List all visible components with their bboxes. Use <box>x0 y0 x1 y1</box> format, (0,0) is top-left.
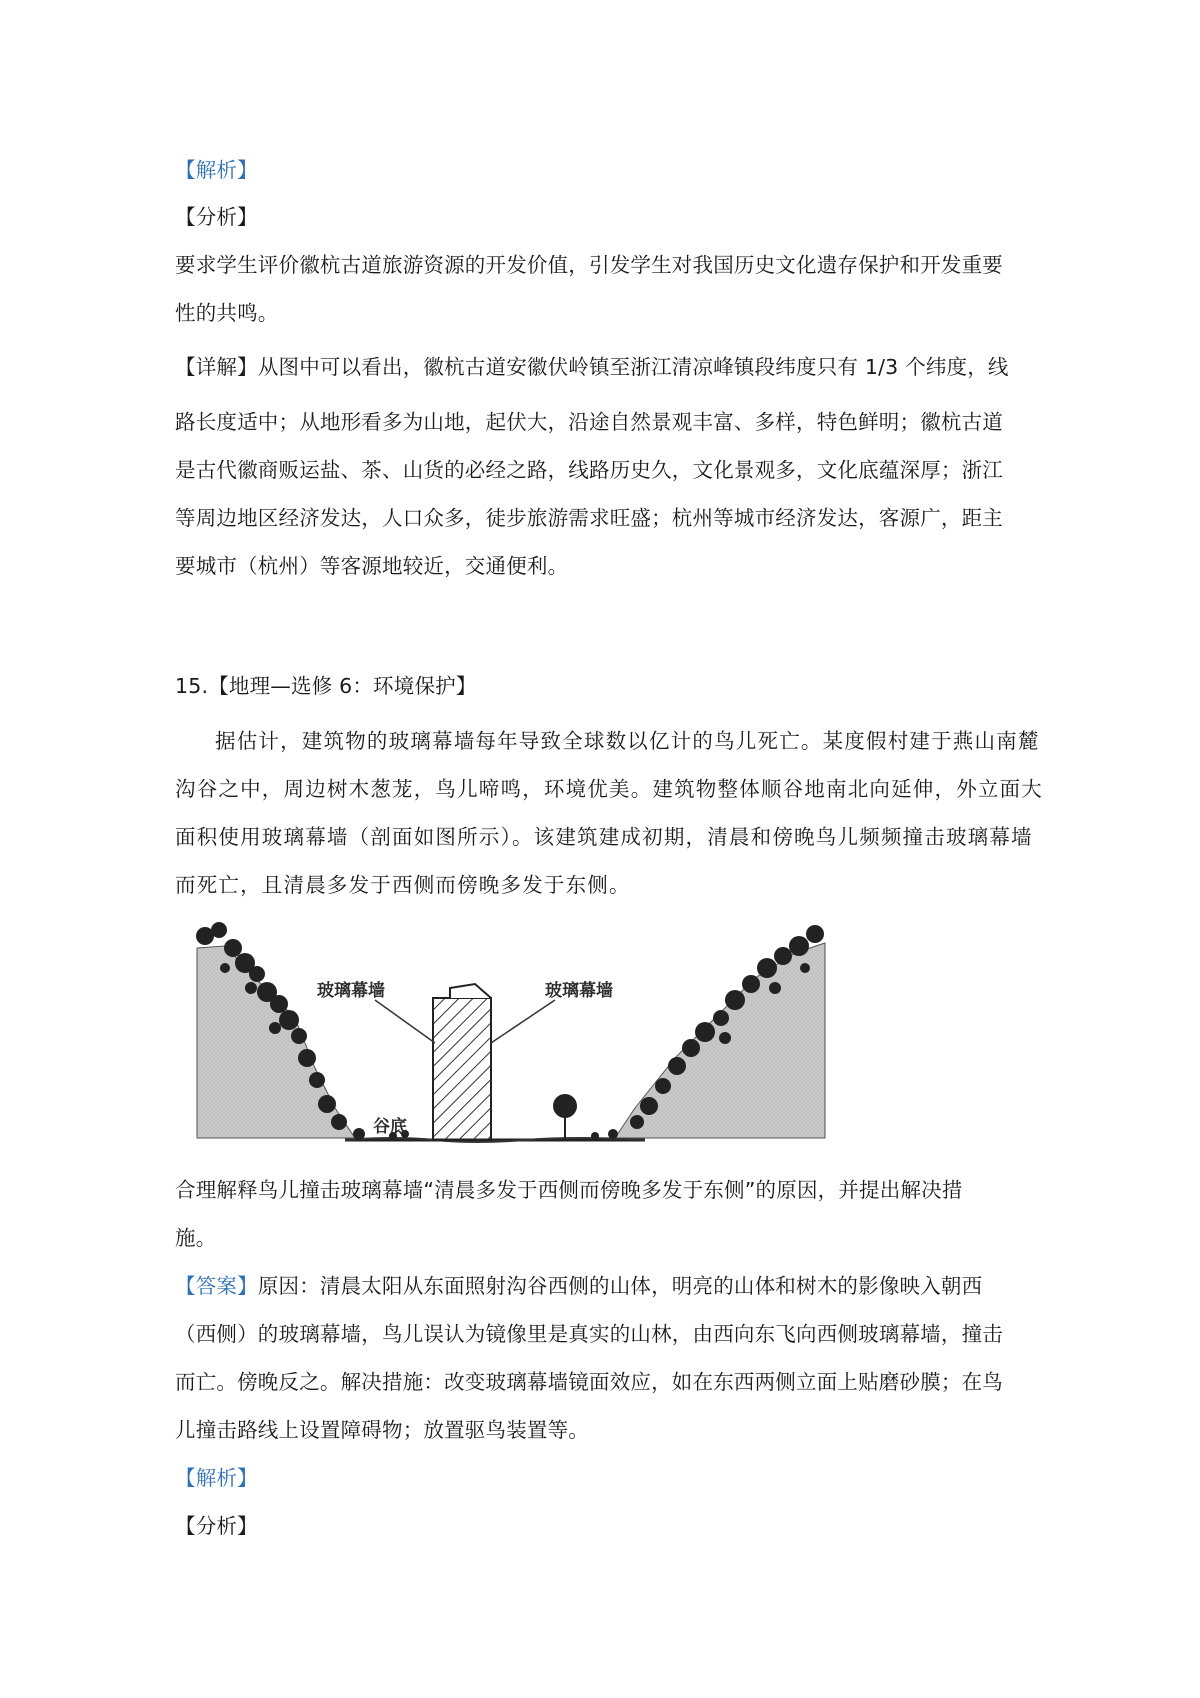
answer-line-1 <box>175 1272 1045 1300</box>
q15-jiexi-tag: 【解析】 <box>175 1466 258 1490</box>
xiangjie-line-3: 是古代徽商贩运盐、茶、山货的必经之路，线路历史久，文化景观多，文化底蕴深厚；浙江 <box>175 458 1003 482</box>
xiangjie-line-2: 路长度适中；从地形看多为山地，起伏大，沿途自然景观丰富、多样，特色鲜明；徽杭古道 <box>175 410 1003 434</box>
q15-passage-line-3: 面积使用玻璃幕墙（剖面如图所示）。该建筑建成初期，清晨和傍晚鸟儿频频撞击玻璃幕墙 <box>175 825 1033 849</box>
valley-tree <box>553 1094 577 1140</box>
label-glass-wall-right: 玻璃幕墙 <box>545 981 613 1001</box>
glass-curtain-wall-building <box>433 984 491 1140</box>
xiangjie-line-5: 要城市（杭州）等客源地较近，交通便利。 <box>175 554 569 578</box>
q15-passage-line-2: 沟谷之中，周边树木葱茏，鸟儿啼鸣，环境优美。建筑物整体顺谷地南北向延伸，外立面大 <box>175 777 1043 801</box>
q15-fenxi-tag: 【分析】 <box>175 1514 258 1538</box>
q15-passage-line-4: 而死亡，且清晨多发于西侧而傍晚多发于东侧。 <box>175 873 631 897</box>
answer-line-4: 儿撞击路线上设置障碍物；放置驱鸟装置等。 <box>175 1418 589 1442</box>
q15-passage-line-1: 据估计，建筑物的玻璃幕墙每年导致全球数以亿计的鸟儿死亡。某度假村建于燕山南麓 <box>215 729 1040 753</box>
q15-heading: 15.【地理—选修 6：环境保护】 <box>175 674 477 698</box>
fenxi-text-line-1: 要求学生评价徽杭古道旅游资源的开发价值，引发学生对我国历史文化遗存保护和开发重要 <box>175 253 1003 277</box>
answer-tag: 【答案】 <box>175 1274 258 1298</box>
leader-line-right <box>491 1000 555 1043</box>
valley-cross-section-figure <box>195 908 835 1153</box>
fenxi-text-line-2: 性的共鸣。 <box>175 301 279 325</box>
q15-question-line-2: 施。 <box>175 1226 217 1250</box>
leader-line-left <box>375 1000 435 1043</box>
jiexi-tag: 【解析】 <box>175 158 258 182</box>
fenxi-tag: 【分析】 <box>175 205 258 229</box>
xiangjie-text-1: 从图中可以看出，徽杭古道安徽伏岭镇至浙江清凉峰镇段纬度只有 1/3 个纬度，线 <box>257 355 1009 379</box>
q15-question-line-1: 合理解释鸟儿撞击玻璃幕墙“清晨多发于西侧而傍晚多发于东侧”的原因，并提出解决措 <box>175 1178 963 1202</box>
xiangjie-line-1 <box>175 353 1045 381</box>
answer-line-3: 而亡。傍晚反之。解决措施：改变玻璃幕墙镜面效应，如在东西两侧立面上贴磨砂膜；在鸟 <box>175 1370 1003 1394</box>
answer-text-1: 原因：清晨太阳从东面照射沟谷西侧的山体，明亮的山体和树木的影像映入朝西 <box>257 1274 983 1298</box>
xiangjie-line-4: 等周边地区经济发达，人口众多，徒步旅游需求旺盛；杭州等城市经济发达，客源广，距主 <box>175 506 1003 530</box>
answer-line-2: （西侧）的玻璃幕墙，鸟儿误认为镜像里是真实的山林，由西向东飞向西侧玻璃幕墙，撞击 <box>175 1322 1003 1346</box>
label-glass-wall-left: 玻璃幕墙 <box>317 981 385 1001</box>
xiangjie-tag: 【详解】 <box>175 355 258 379</box>
label-valley-floor: 谷底 <box>373 1117 407 1137</box>
